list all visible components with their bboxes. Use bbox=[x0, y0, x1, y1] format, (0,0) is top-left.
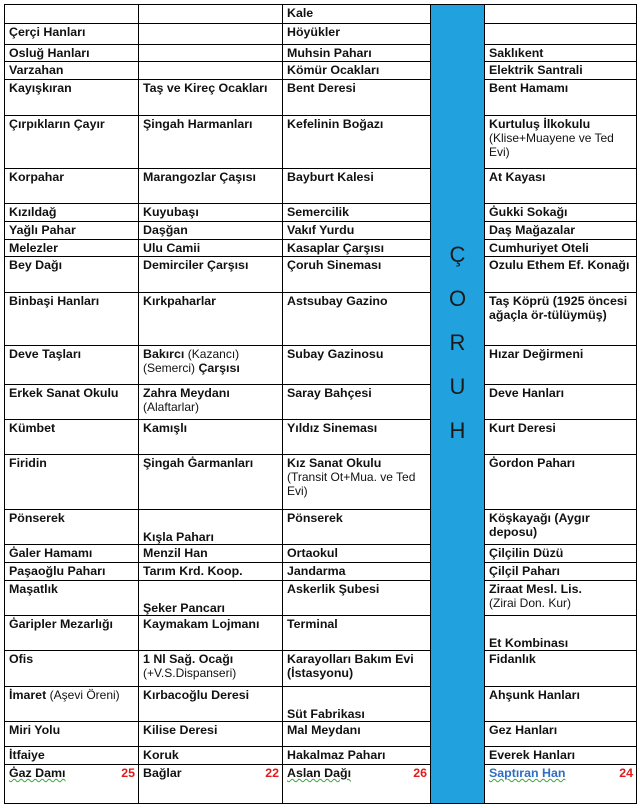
cell: Maşatlık bbox=[5, 580, 139, 615]
cell: Kamışlı bbox=[139, 420, 283, 455]
count-badge: 26 bbox=[413, 766, 427, 781]
cell: Firidin bbox=[5, 455, 139, 509]
cell: Menzil Han bbox=[139, 545, 283, 563]
cell: Kefelinin Boğazı bbox=[283, 115, 431, 168]
place-names-table bbox=[4, 4, 637, 804]
cell bbox=[485, 5, 637, 24]
cell: Osluğ Hanları bbox=[5, 44, 139, 62]
table-row bbox=[5, 5, 637, 24]
cell: Kömür Ocakları bbox=[283, 62, 431, 80]
table-row bbox=[5, 62, 637, 80]
table-row bbox=[5, 747, 637, 765]
cell: İtfaiye bbox=[5, 747, 139, 765]
cell: Kaymakam Lojmanı bbox=[139, 616, 283, 651]
cell: Saklıkent bbox=[485, 44, 637, 62]
cell: Bey Dağı bbox=[5, 257, 139, 292]
cell: Deve Hanları bbox=[485, 384, 637, 419]
cell: Saptıran Han 24 bbox=[485, 765, 637, 804]
cell: Marangozlar Çaşısı bbox=[139, 168, 283, 203]
cell: Binbaşi Hanları bbox=[5, 292, 139, 345]
table-row bbox=[5, 765, 637, 804]
cell: Şeker Pancarı bbox=[139, 580, 283, 615]
table-row bbox=[5, 509, 637, 544]
cell: Kışla Paharı bbox=[139, 509, 283, 544]
cell: Et Kombinası bbox=[485, 616, 637, 651]
cell: Paşaoğlu Paharı bbox=[5, 562, 139, 580]
cell: Ofis bbox=[5, 651, 139, 686]
cell: Bağlar 22 bbox=[139, 765, 283, 804]
table-row bbox=[5, 345, 637, 384]
cell: Taş Köprü (1925 öncesi ağaçla ör-tülüymüş) bbox=[485, 292, 637, 345]
cell: Şingah Harmanları bbox=[139, 115, 283, 168]
cell: Çoruh Sineması bbox=[283, 257, 431, 292]
cell: Çilçil Paharı bbox=[485, 562, 637, 580]
cell: Elektrik Santrali bbox=[485, 62, 637, 80]
cell: Ziraat Mesl. Lis. (Zirai Don. Kur) bbox=[485, 580, 637, 615]
document-page bbox=[4, 4, 636, 804]
cell: Kızıldağ bbox=[5, 204, 139, 222]
coruh-river-column bbox=[431, 5, 485, 804]
cell: Zahra Meydanı (Alaftarlar) bbox=[139, 384, 283, 419]
cell: Erkek Sanat Okulu bbox=[5, 384, 139, 419]
cell: Çerçi Hanları bbox=[5, 23, 139, 44]
cell: Koruk bbox=[139, 747, 283, 765]
cell: At Kayası bbox=[485, 168, 637, 203]
cell: Miri Yolu bbox=[5, 722, 139, 747]
cell: Yıldız Sineması bbox=[283, 420, 431, 455]
cell: Fidanlık bbox=[485, 651, 637, 686]
table-row bbox=[5, 257, 637, 292]
cell: Hakalmaz Paharı bbox=[283, 747, 431, 765]
cell: Korpahar bbox=[5, 168, 139, 203]
table-row bbox=[5, 651, 637, 686]
cell: Yağlı Pahar bbox=[5, 221, 139, 239]
cell: Ġaripler Mezarlığı bbox=[5, 616, 139, 651]
table-row bbox=[5, 455, 637, 509]
table-row bbox=[5, 580, 637, 615]
table-row bbox=[5, 239, 637, 257]
table-row bbox=[5, 221, 637, 239]
cell: Aslan Dağı 26 bbox=[283, 765, 431, 804]
cell: Semercilik bbox=[283, 204, 431, 222]
cell bbox=[5, 5, 139, 24]
cell: Varzahan bbox=[5, 62, 139, 80]
cell: Kurt Deresi bbox=[485, 420, 637, 455]
table-row bbox=[5, 204, 637, 222]
cell: Kırkpaharlar bbox=[139, 292, 283, 345]
cell: Şingah Ġarmanları bbox=[139, 455, 283, 509]
cell: Cumhuriyet Oteli bbox=[485, 239, 637, 257]
cell: Kırbacoğlu Deresi bbox=[139, 686, 283, 721]
table-row bbox=[5, 168, 637, 203]
table-row bbox=[5, 384, 637, 419]
cell: Bent Hamamı bbox=[485, 80, 637, 115]
table-row bbox=[5, 80, 637, 115]
cell: Subay Gazinosu bbox=[283, 345, 431, 384]
cell: Askerlik Şubesi bbox=[283, 580, 431, 615]
cell: Saray Bahçesi bbox=[283, 384, 431, 419]
cell: Ġaler Hamamı bbox=[5, 545, 139, 563]
cell: Pönserek bbox=[5, 509, 139, 544]
cell: Kümbet bbox=[5, 420, 139, 455]
cell: Ulu Camii bbox=[139, 239, 283, 257]
cell: Pönserek bbox=[283, 509, 431, 544]
table-row bbox=[5, 686, 637, 721]
table-row bbox=[5, 44, 637, 62]
table-row bbox=[5, 115, 637, 168]
cell: Astsubay Gazino bbox=[283, 292, 431, 345]
table-row bbox=[5, 722, 637, 747]
cell: Köşkayağı (Aygır deposu) bbox=[485, 509, 637, 544]
cell: Çırpıkların Çayır bbox=[5, 115, 139, 168]
cell: Kilise Deresi bbox=[139, 722, 283, 747]
cell: Tarım Krd. Koop. bbox=[139, 562, 283, 580]
cell bbox=[139, 62, 283, 80]
cell: Terminal bbox=[283, 616, 431, 651]
cell: Everek Hanları bbox=[485, 747, 637, 765]
cell: Kuyubaşı bbox=[139, 204, 283, 222]
cell: Ġaz Damı 25 bbox=[5, 765, 139, 804]
cell: Ġordon Paharı bbox=[485, 455, 637, 509]
cell bbox=[485, 23, 637, 44]
cell: Daş Mağazalar bbox=[485, 221, 637, 239]
cell: İmaret (Aşevi Öreni) bbox=[5, 686, 139, 721]
cell bbox=[139, 44, 283, 62]
river-label: Ç O R U H bbox=[448, 242, 467, 443]
table-row bbox=[5, 23, 637, 44]
cell: Kız Sanat Okulu (Transit Ot+Mua. ve Ted Evi) bbox=[283, 455, 431, 509]
count-badge: 25 bbox=[121, 766, 135, 781]
table-row bbox=[5, 562, 637, 580]
cell: Höyükler bbox=[283, 23, 431, 44]
cell: Hızar Değirmeni bbox=[485, 345, 637, 384]
cell: Vakıf Yurdu bbox=[283, 221, 431, 239]
cell: Ahşunk Hanları bbox=[485, 686, 637, 721]
cell bbox=[139, 23, 283, 44]
cell: Gez Hanları bbox=[485, 722, 637, 747]
cell bbox=[139, 5, 283, 24]
count-badge: 22 bbox=[265, 766, 279, 781]
cell: Mal Meydanı bbox=[283, 722, 431, 747]
cell: Taş ve Kireç Ocakları bbox=[139, 80, 283, 115]
cell: Jandarma bbox=[283, 562, 431, 580]
cell: Çilçilin Düzü bbox=[485, 545, 637, 563]
cell: Deve Taşları bbox=[5, 345, 139, 384]
cell: Muhsin Paharı bbox=[283, 44, 431, 62]
table-row bbox=[5, 616, 637, 651]
cell: Karayolları Bakım Evi (İstasyonu) bbox=[283, 651, 431, 686]
cell: Daşğan bbox=[139, 221, 283, 239]
cell: Ozulu Ethem Ef. Konağı bbox=[485, 257, 637, 292]
cell: Kale bbox=[283, 5, 431, 24]
cell: Bakırcı (Kazancı) (Semerci) Çarşısı bbox=[139, 345, 283, 384]
cell: Kasaplar Çarşısı bbox=[283, 239, 431, 257]
cell: Bent Deresi bbox=[283, 80, 431, 115]
cell: Ortaokul bbox=[283, 545, 431, 563]
table-row bbox=[5, 292, 637, 345]
cell: Demirciler Çarşısı bbox=[139, 257, 283, 292]
count-badge: 24 bbox=[619, 766, 633, 781]
cell: Kayışkıran bbox=[5, 80, 139, 115]
table-row bbox=[5, 545, 637, 563]
cell: Ġukki Sokağı bbox=[485, 204, 637, 222]
cell: 1 Nl Sağ. Ocağı (+V.S.Dispanseri) bbox=[139, 651, 283, 686]
cell: Süt Fabrikası bbox=[283, 686, 431, 721]
table-row bbox=[5, 420, 637, 455]
cell: Melezler bbox=[5, 239, 139, 257]
cell: Kurtuluş İlkokulu (Klise+Muayene ve Ted Evi) bbox=[485, 115, 637, 168]
cell: Bayburt Kalesi bbox=[283, 168, 431, 203]
